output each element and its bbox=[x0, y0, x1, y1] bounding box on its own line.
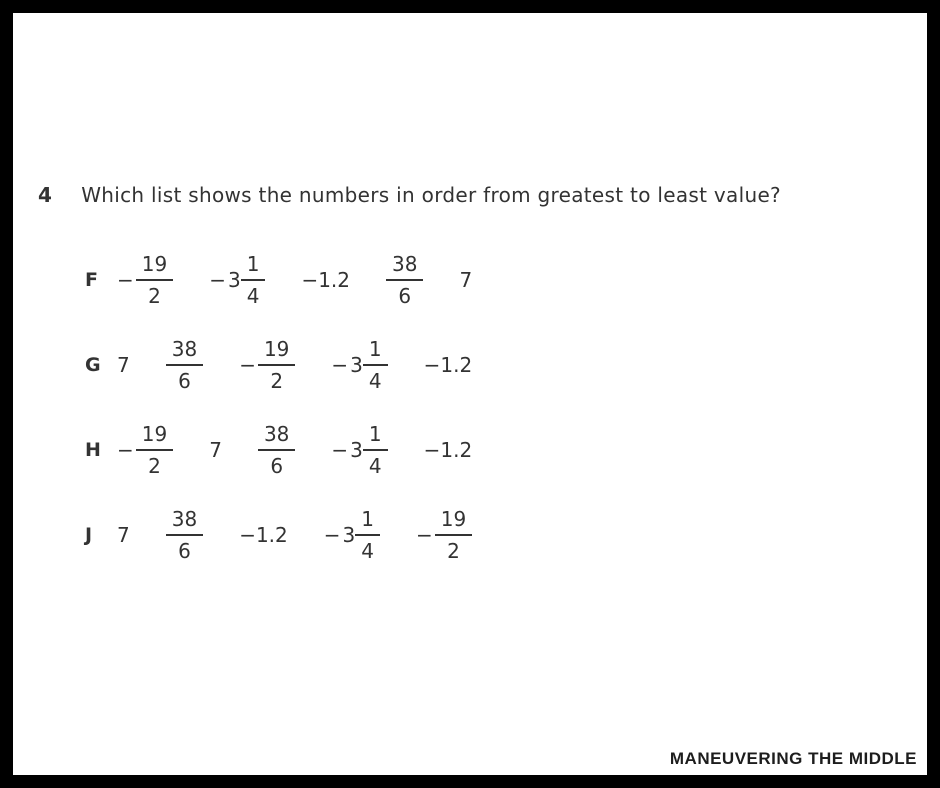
number-value: 7 bbox=[117, 353, 130, 377]
minus-sign: − bbox=[209, 268, 226, 292]
choice-letter-J: J bbox=[85, 524, 93, 546]
number-value: 7 bbox=[117, 523, 130, 547]
fraction bbox=[239, 337, 295, 393]
numerator: 1 bbox=[241, 252, 266, 281]
fraction bbox=[416, 507, 472, 563]
mixed-number bbox=[209, 252, 265, 308]
fraction-stack bbox=[258, 337, 295, 393]
denominator: 2 bbox=[148, 284, 161, 308]
numerator: 38 bbox=[166, 507, 203, 536]
numerator: 38 bbox=[166, 337, 203, 366]
fraction bbox=[258, 422, 295, 478]
choice-row-G bbox=[85, 337, 907, 393]
number-value: 7 bbox=[209, 438, 222, 462]
number-value: −1.2 bbox=[301, 268, 351, 292]
minus-sign: − bbox=[331, 353, 349, 377]
minus-sign: − bbox=[239, 353, 256, 377]
numerator: 1 bbox=[355, 507, 380, 536]
fraction bbox=[117, 252, 173, 308]
question-text: Which list shows the numbers in order from greatest to least value? bbox=[81, 183, 781, 207]
fraction-stack bbox=[355, 507, 380, 563]
minus-sign: − bbox=[117, 268, 134, 292]
fraction-stack bbox=[166, 507, 203, 563]
whole-number: 3 bbox=[227, 268, 241, 292]
choice-row-H bbox=[85, 422, 907, 478]
fraction bbox=[166, 337, 203, 393]
choice-row-J bbox=[85, 507, 907, 563]
denominator: 2 bbox=[447, 539, 460, 563]
fraction-stack bbox=[136, 422, 173, 478]
choice-row-F bbox=[85, 252, 907, 308]
whole-number: 3 bbox=[350, 438, 363, 462]
fraction-stack bbox=[166, 337, 203, 393]
question-block bbox=[13, 13, 927, 775]
fraction-stack bbox=[136, 252, 173, 308]
choice-terms bbox=[117, 337, 472, 393]
denominator: 2 bbox=[270, 369, 284, 393]
number-value: −1.2 bbox=[239, 523, 288, 547]
worksheet-page bbox=[13, 13, 927, 775]
number-value: 7 bbox=[459, 268, 473, 292]
fraction bbox=[117, 422, 173, 478]
mixed-number bbox=[324, 507, 380, 563]
fraction bbox=[386, 252, 423, 308]
numerator: 19 bbox=[435, 507, 472, 536]
choice-letter-G: G bbox=[85, 354, 101, 376]
question-number: 4 bbox=[38, 183, 53, 207]
fraction-stack bbox=[241, 252, 266, 308]
denominator: 6 bbox=[178, 369, 191, 393]
numerator: 38 bbox=[258, 422, 295, 451]
denominator: 4 bbox=[368, 369, 382, 393]
denominator: 4 bbox=[361, 539, 374, 563]
fraction-stack bbox=[258, 422, 295, 478]
watermark: MANEUVERING THE MIDDLE bbox=[669, 749, 917, 768]
fraction-stack bbox=[386, 252, 423, 308]
question-row bbox=[38, 183, 907, 207]
number-value: −1.2 bbox=[423, 438, 473, 462]
fraction-stack bbox=[363, 422, 388, 478]
choice-letter-F: F bbox=[85, 269, 98, 291]
denominator: 4 bbox=[246, 284, 260, 308]
choices bbox=[85, 252, 907, 563]
choice-terms bbox=[117, 422, 472, 478]
numerator: 38 bbox=[386, 252, 423, 281]
choice-terms bbox=[117, 252, 472, 308]
minus-sign: − bbox=[331, 438, 349, 462]
numerator: 19 bbox=[136, 252, 173, 281]
minus-sign: − bbox=[416, 523, 433, 547]
numerator: 1 bbox=[363, 422, 388, 451]
numerator: 19 bbox=[136, 422, 173, 451]
choice-letter-H: H bbox=[85, 439, 101, 461]
fraction bbox=[166, 507, 203, 563]
fraction-stack bbox=[435, 507, 472, 563]
mixed-number bbox=[331, 422, 387, 478]
numerator: 19 bbox=[258, 337, 295, 366]
denominator: 4 bbox=[368, 454, 382, 478]
fraction-stack bbox=[363, 337, 388, 393]
number-value: −1.2 bbox=[423, 353, 473, 377]
minus-sign: − bbox=[117, 438, 134, 462]
numerator: 1 bbox=[363, 337, 388, 366]
minus-sign: − bbox=[323, 523, 341, 547]
choice-terms bbox=[117, 507, 472, 563]
denominator: 2 bbox=[148, 454, 161, 478]
whole-number: 3 bbox=[342, 523, 356, 547]
denominator: 6 bbox=[270, 454, 284, 478]
whole-number: 3 bbox=[350, 353, 363, 377]
denominator: 6 bbox=[398, 284, 412, 308]
denominator: 6 bbox=[178, 539, 191, 563]
mixed-number bbox=[331, 337, 387, 393]
